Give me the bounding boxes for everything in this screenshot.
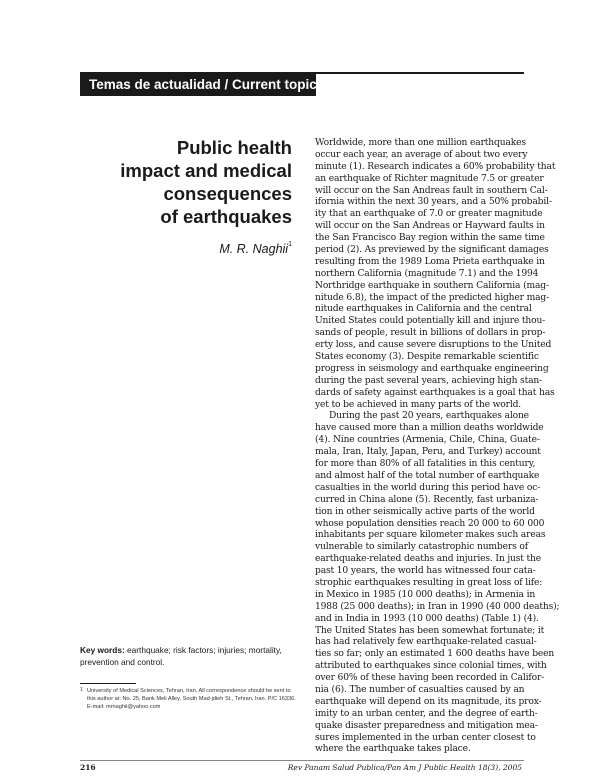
- body-line: erty loss, and cause severe disruptions to the United: [315, 340, 552, 351]
- body-line: strophic earthquakes resulting in great loss of life:: [315, 577, 543, 588]
- title-line: of earthquakes: [160, 206, 292, 227]
- author-note-marker: 1: [288, 241, 292, 248]
- body-line: nitude earthquakes in California and the central: [315, 304, 532, 315]
- body-line: States economy (3). Despite remarkable scientific: [315, 352, 539, 363]
- body-line: whose population densities reach 20 000 to 60 000: [315, 518, 545, 529]
- footnote-number: 1: [80, 687, 83, 693]
- body-line: where the earthquake takes place.: [315, 744, 471, 755]
- body-line: nitude 6.8), the impact of the predicted higher mag-: [315, 292, 550, 303]
- keywords-text: earthquake; risk factors; injuries; mortality, prevention and control.: [80, 645, 282, 667]
- body-line: yet to be achieved in many parts of the world.: [315, 399, 522, 410]
- body-line: ties so far; only an estimated 1 600 deaths have been: [315, 649, 555, 660]
- body-line: tion in other seismically active parts of the world: [315, 506, 535, 517]
- body-line: have caused more than a million deaths worldwide: [315, 423, 544, 434]
- body-line: minute (1). Research indicates a 60% probability that: [315, 161, 556, 172]
- body-line: During the past 20 years, earthquakes alone: [329, 411, 529, 422]
- body-line: inhabitants per square kilometer makes such areas: [315, 530, 546, 541]
- body-line: period (2). As previewed by the significant damages: [315, 245, 549, 256]
- section-label: Temas de actualidad / Current topics: [80, 74, 316, 96]
- footnote-rule: [80, 683, 136, 684]
- body-line: over 60% of these having been recorded in Califor-: [315, 673, 545, 684]
- footnote: [80, 687, 298, 711]
- body-line: earthquake will depend on its magnitude, its prox-: [315, 696, 542, 707]
- title-line: Public health: [176, 137, 292, 158]
- footer-rule: [80, 760, 524, 761]
- body-line: an earthquake of Richter magnitude 7.5 or greater: [315, 173, 544, 184]
- body-line: and almost half of the total number of earthquake: [315, 470, 540, 481]
- body-line: Worldwide, more than one million earthquakes: [315, 138, 526, 148]
- body-line: ifornia within the next 30 years, and a 50% probabil-: [315, 197, 552, 208]
- body-line: dards of safety against earthquakes is a goal that has: [315, 387, 555, 398]
- body-line: has had relatively few earthquake-related casual-: [315, 637, 537, 648]
- body-line: nia (6). The number of casualties caused by an: [315, 684, 525, 695]
- body-line: the San Francisco Bay region within the same time: [315, 233, 545, 244]
- title-line: consequences: [163, 183, 292, 204]
- body-line: ity that an earthquake of 7.0 or greater magnitude: [315, 209, 543, 220]
- body-line: vulnerable to similarly catastrophic numbers of: [315, 542, 528, 553]
- author-name: M. R. Naghii: [219, 242, 289, 256]
- keywords: [80, 645, 298, 668]
- body-line: past 10 years, the world has witnessed four cata-: [315, 566, 536, 577]
- body-line: sands of people, result in billions of dollars in prop-: [315, 328, 546, 339]
- body-line: curred in China alone (5). Recently, fast urbaniza-: [315, 494, 539, 505]
- body-line: and in India in 1993 (10 000 deaths) (Table 1) (4).: [315, 613, 539, 624]
- footnote-text: University of Medical Sciences, Tehran, Iran. All correspondence should be sent to this author at: No. 25, Bank Meli Alley, South Mad-jdieh St., Tehran, Iran. P/C 16336. E-mail: mrnaghii@yahoo.com: [87, 688, 296, 710]
- page-number: 216: [80, 763, 96, 772]
- body-line: mala, Iran, Italy, Japan, Peru, and Turkey) account: [315, 447, 541, 458]
- body-line: during the past several years, achieving high stan-: [315, 375, 543, 386]
- body-text: [315, 138, 560, 756]
- body-line: Northridge earthquake in southern California (mag-: [315, 280, 549, 291]
- body-line: for more than 80% of all fatalities in this century,: [315, 459, 536, 470]
- journal-citation: Rev Panam Salud Publica/Pan Am J Public Health 18(3), 2005: [287, 763, 522, 772]
- body-line: 1988 (25 000 deaths); in Iran in 1990 (40 000 deaths);: [315, 601, 560, 612]
- body-line: in Mexico in 1985 (10 000 deaths); in Armenia in: [315, 589, 536, 600]
- body-line: resulting from the 1989 Loma Prieta earthquake in: [315, 256, 545, 267]
- article-title: [100, 136, 292, 228]
- title-line: impact and medical: [120, 160, 292, 181]
- body-line: earthquake-related deaths and injuries. In just the: [315, 554, 542, 565]
- body-line: United States could potentially kill and injure thou-: [315, 316, 546, 327]
- body-line: imity to an urban center, and the degree of earth-: [315, 708, 538, 719]
- body-line: casualties in the world during this period have oc-: [315, 482, 541, 493]
- body-line: quake disaster preparedness and mitigation mea-: [315, 720, 538, 731]
- body-line: occur each year, an average of about two every: [315, 149, 528, 160]
- keywords-label: Key words:: [80, 645, 125, 655]
- body-line: attributed to earthquakes since colonial times, with: [315, 661, 547, 672]
- body-line: progress in seismology and earthquake engineering: [315, 363, 549, 374]
- body-line: The United States has been somewhat fortunate; it: [315, 625, 545, 636]
- body-line: will occur on the San Andreas or Hayward faults in: [315, 221, 545, 232]
- body-line: will occur on the San Andreas fault in southern Cal-: [315, 185, 548, 196]
- body-line: (4). Nine countries (Armenia, Chile, China, Guate-: [315, 435, 540, 446]
- body-line: sures implemented in the urban center closest to: [315, 732, 536, 743]
- body-line: northern California (magnitude 7.1) and the 1994: [315, 268, 539, 279]
- author: [150, 242, 292, 256]
